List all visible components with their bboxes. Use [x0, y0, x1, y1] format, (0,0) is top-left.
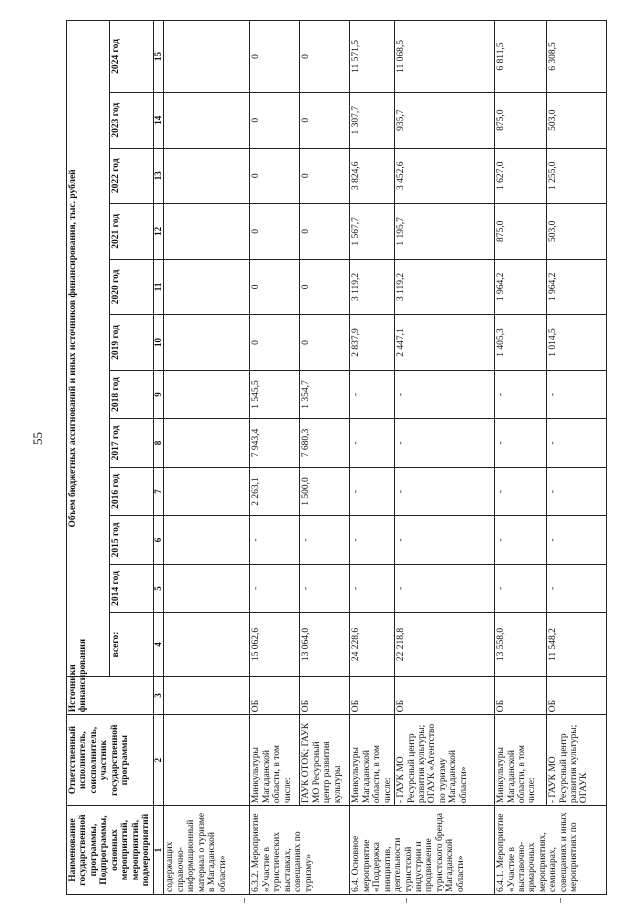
- table-row: [164, 21, 250, 895]
- row-value: -: [495, 467, 547, 515]
- row-value: 0: [300, 21, 350, 93]
- header-executor: Ответственный исполнитель, соисполнитель, участник государственной программы: [67, 715, 154, 806]
- row-value: -: [250, 516, 300, 564]
- row-total: 13 064,0: [300, 613, 350, 677]
- row-value: [164, 259, 250, 315]
- table-row: [300, 21, 350, 895]
- row-value: [164, 204, 250, 260]
- row-name: 6.4.1. Мероприятие «Участие в выставочно-ярмарочных мероприятиях, семинарах, совещаниях и иных мероприятиях по: [495, 806, 607, 895]
- row-value: [164, 516, 250, 564]
- row-total: 24 228,6: [350, 613, 395, 677]
- row-value: -: [547, 516, 607, 564]
- row-value: 875,0: [495, 92, 547, 148]
- row-value: 0: [250, 92, 300, 148]
- row-value: -: [547, 564, 607, 612]
- row-executor: [164, 715, 250, 806]
- header-year: 2024 год: [110, 21, 153, 93]
- row-value: 1 545,5: [250, 370, 300, 418]
- row-value: [164, 419, 250, 467]
- row-value: [164, 564, 250, 612]
- funding-table: [66, 20, 607, 895]
- row-value: -: [395, 370, 495, 418]
- column-number: 9: [153, 370, 164, 418]
- row-value: -: [547, 467, 607, 515]
- row-value: 0: [250, 148, 300, 204]
- row-source: ОБ: [350, 676, 395, 714]
- row-value: -: [395, 419, 495, 467]
- scan-mark: [244, 898, 245, 903]
- header-year: 2022 год: [110, 148, 153, 204]
- row-source: ОБ: [547, 676, 607, 714]
- column-number: 2: [153, 715, 164, 806]
- row-value: 1 567,7: [350, 204, 395, 260]
- column-number: 10: [153, 315, 164, 371]
- row-executor: Минкультуры Магаданской области, в том числе:: [495, 715, 547, 806]
- row-value: 1 964,2: [547, 259, 607, 315]
- header-year: 2023 год: [110, 92, 153, 148]
- header-year: 2019 год: [110, 315, 153, 371]
- row-value: 0: [250, 204, 300, 260]
- row-value: 3 824,6: [350, 148, 395, 204]
- row-source: ОБ: [300, 676, 350, 714]
- row-value: -: [495, 564, 547, 612]
- row-value: 1 014,5: [547, 315, 607, 371]
- row-executor: - ГАУК МО Ресурсный центр развития культуры; ОГАУК «Агентство по туризму Магаданской области»: [395, 715, 495, 806]
- row-value: 3 452,6: [395, 148, 495, 204]
- row-value: -: [495, 516, 547, 564]
- row-value: 1 255,0: [547, 148, 607, 204]
- page-number: 55: [30, 432, 45, 445]
- row-value: -: [300, 564, 350, 612]
- row-total: 22 218,8: [395, 613, 495, 677]
- row-executor: ГАУК ОТОК; ГАУК МО Ресурсный центр развития культуры: [300, 715, 350, 806]
- row-value: 6 811,5: [495, 21, 547, 93]
- row-value: 875,0: [495, 204, 547, 260]
- row-value: 11 571,5: [350, 21, 395, 93]
- column-number: 5: [153, 564, 164, 612]
- row-value: -: [350, 467, 395, 515]
- row-total: 15 062,6: [250, 613, 300, 677]
- row-value: 3 119,2: [350, 259, 395, 315]
- row-value: [164, 148, 250, 204]
- table-row: [495, 21, 547, 895]
- column-number: 15: [153, 21, 164, 93]
- header-year: 2017 год: [110, 419, 153, 467]
- row-value: [164, 370, 250, 418]
- row-value: 503,0: [547, 204, 607, 260]
- row-value: -: [250, 564, 300, 612]
- row-value: [164, 467, 250, 515]
- column-number: 6: [153, 516, 164, 564]
- row-value: [164, 21, 250, 93]
- column-number: 13: [153, 148, 164, 204]
- row-value: 935,7: [395, 92, 495, 148]
- row-executor: Минкультуры Магаданской области, в том числе:: [350, 715, 395, 806]
- row-value: -: [350, 516, 395, 564]
- header-year: 2014 год: [110, 564, 153, 612]
- row-total: 11 548,2: [547, 613, 607, 677]
- row-value: 0: [300, 148, 350, 204]
- column-numbers-row: [153, 21, 164, 895]
- row-value: -: [395, 467, 495, 515]
- row-value: 1 964,2: [495, 259, 547, 315]
- row-total: 13 558,0: [495, 613, 547, 677]
- header-year: 2016 год: [110, 467, 153, 515]
- header-year: 2021 год: [110, 204, 153, 260]
- row-value: -: [395, 564, 495, 612]
- row-executor: Минкультуры Магаданской области, в том числе:: [250, 715, 300, 806]
- row-value: -: [547, 419, 607, 467]
- scan-mark: [560, 898, 561, 903]
- row-name: содержащих справочно-информационный материал о туризме в Магаданской области»: [164, 806, 250, 895]
- row-value: -: [350, 564, 395, 612]
- row-value: 1 627,0: [495, 148, 547, 204]
- row-value: 1 307,7: [350, 92, 395, 148]
- row-value: 0: [300, 259, 350, 315]
- table-row: [547, 21, 607, 895]
- row-value: -: [300, 516, 350, 564]
- header-source: Источники финансирования: [67, 676, 154, 714]
- row-value: -: [547, 370, 607, 418]
- table-row: [395, 21, 495, 895]
- column-number: 1: [153, 806, 164, 895]
- row-value: -: [495, 419, 547, 467]
- row-value: [164, 92, 250, 148]
- row-value: 1 354,7: [300, 370, 350, 418]
- row-value: [164, 315, 250, 371]
- row-total: [164, 613, 250, 677]
- row-value: 1 500,0: [300, 467, 350, 515]
- scan-mark: [406, 898, 407, 903]
- row-source: ОБ: [250, 676, 300, 714]
- row-name: 6.3.2. Мероприятие «Участие в туристических выставках, совещаниях по туризму»: [250, 806, 350, 895]
- column-number: 12: [153, 204, 164, 260]
- row-source: ОБ: [395, 676, 495, 714]
- row-value: 0: [250, 259, 300, 315]
- row-value: 0: [250, 21, 300, 93]
- row-value: -: [350, 419, 395, 467]
- row-value: 6 308,5: [547, 21, 607, 93]
- header-funding: Объем бюджетных ассигнований и иных источников финансирования, тыс. рублей: [67, 21, 110, 677]
- row-name: 6.4. Основное мероприятие «Поддержка инициатив, деятельности туристской индустрии и продвижение туристского бренда Магаданской области»: [350, 806, 495, 895]
- column-number: 8: [153, 419, 164, 467]
- row-value: 0: [300, 92, 350, 148]
- row-value: 7 680,3: [300, 419, 350, 467]
- table-row: [350, 21, 395, 895]
- row-value: 0: [300, 204, 350, 260]
- column-number: 7: [153, 467, 164, 515]
- row-value: 1 195,7: [395, 204, 495, 260]
- row-value: 0: [300, 315, 350, 371]
- row-value: 2 447,1: [395, 315, 495, 371]
- row-value: 2 837,9: [350, 315, 395, 371]
- row-value: 7 943,4: [250, 419, 300, 467]
- column-number: 11: [153, 259, 164, 315]
- row-value: 503,0: [547, 92, 607, 148]
- header-year: 2018 год: [110, 370, 153, 418]
- column-number: 4: [153, 613, 164, 677]
- row-value: 11 068,5: [395, 21, 495, 93]
- row-value: 2 263,1: [250, 467, 300, 515]
- row-source: ОБ: [495, 676, 547, 714]
- row-executor: - ГАУК МО Ресурсный центр развития культуры; ОГАУК: [547, 715, 607, 806]
- row-value: -: [350, 370, 395, 418]
- row-value: -: [495, 370, 547, 418]
- row-value: 3 119,2: [395, 259, 495, 315]
- rotated-page-content: [66, 20, 590, 895]
- column-number: 3: [153, 676, 164, 714]
- row-value: -: [395, 516, 495, 564]
- row-value: 0: [250, 315, 300, 371]
- table-row: [250, 21, 300, 895]
- row-value: 1 405,3: [495, 315, 547, 371]
- row-source: [164, 676, 250, 714]
- header-total: всего:: [110, 613, 153, 677]
- header-year: 2020 год: [110, 259, 153, 315]
- column-number: 14: [153, 92, 164, 148]
- header-year: 2015 год: [110, 516, 153, 564]
- header-name: Наименование государственной программы, Подпрограммы, основных мероприятий, мероприятий, подмероприятий: [67, 806, 154, 895]
